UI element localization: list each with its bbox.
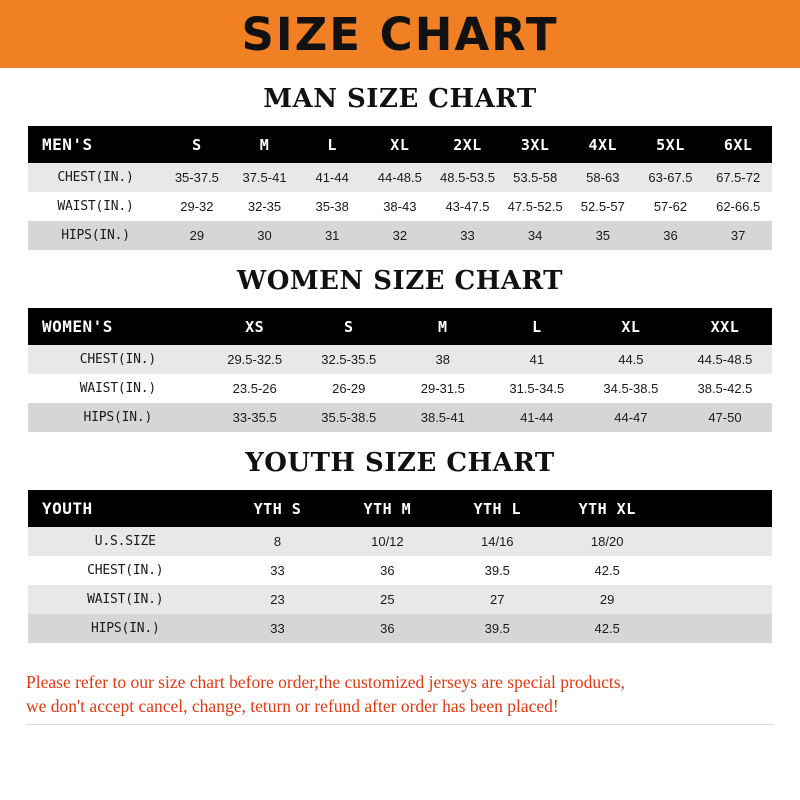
section-youth <box>28 448 772 643</box>
men-size-table <box>28 126 772 250</box>
youth-header-label: YOUTH <box>42 499 93 518</box>
women-chest-xxl: 44.5-48.5 <box>697 352 753 367</box>
youth-chest-xl: 42.5 <box>594 563 620 578</box>
men-chest-s: 35-37.5 <box>174 170 219 185</box>
footer-note-line-2: we don't accept cancel, change, teturn or refund after order has been placed! <box>26 695 559 716</box>
section-title-men: MAN SIZE CHART <box>263 84 537 114</box>
table-header-row <box>28 308 772 345</box>
men-waist-m: 32-35 <box>247 199 282 214</box>
youth-waist-s: 23 <box>270 592 285 607</box>
men-col-s: S <box>192 135 202 154</box>
men-chest-l: 41-44 <box>315 170 349 185</box>
youth-size-table <box>28 490 772 643</box>
women-size-table <box>28 308 772 432</box>
women-col-m: M <box>438 317 448 336</box>
table-row <box>28 614 772 643</box>
men-hips-s: 29 <box>189 228 205 243</box>
section-women <box>28 266 772 432</box>
footer-note <box>0 661 800 718</box>
youth-waist-xl: 29 <box>599 592 615 607</box>
women-chest-s: 32.5-35.5 <box>321 352 377 367</box>
table-row <box>28 345 772 374</box>
youth-ussize-m: 10/12 <box>371 534 404 549</box>
men-row-hips-label: HIPS(IN.) <box>61 228 130 243</box>
bottom-divider <box>26 724 774 725</box>
women-hips-s: 35.5-38.5 <box>321 410 377 425</box>
women-row-hips-label: HIPS(IN.) <box>83 410 153 425</box>
youth-hips-xl: 42.5 <box>594 621 620 636</box>
women-hips-xxl: 47-50 <box>708 410 742 425</box>
section-title-women: WOMEN SIZE CHART <box>237 266 563 296</box>
men-hips-2xl: 33 <box>460 228 475 243</box>
women-header-label: WOMEN'S <box>42 317 113 336</box>
women-col-l: L <box>532 317 542 336</box>
women-waist-s: 26-29 <box>332 381 366 396</box>
men-chest-m: 37.5-41 <box>242 170 287 185</box>
men-hips-5xl: 36 <box>663 228 678 243</box>
women-row-chest-label: CHEST(IN.) <box>79 352 156 367</box>
youth-col-empty <box>662 490 772 527</box>
youth-hips-m: 36 <box>380 621 395 636</box>
men-header-label: MEN'S <box>42 135 93 154</box>
table-header-row <box>28 490 772 527</box>
youth-row-ussize-label: U.S.SIZE <box>94 534 156 549</box>
footer-note-line-1: Please refer to our size chart before order,the customized jerseys are special products, <box>26 672 625 692</box>
youth-hips-empty <box>662 614 772 643</box>
table-row <box>28 192 772 221</box>
section-men <box>28 84 772 250</box>
men-hips-m: 30 <box>257 228 272 243</box>
men-waist-xl: 38-43 <box>383 199 417 214</box>
men-hips-6xl: 37 <box>730 228 746 243</box>
women-chest-xs: 29.5-32.5 <box>227 352 283 367</box>
youth-waist-empty <box>662 585 772 614</box>
page-title: SIZE CHART <box>241 7 559 61</box>
men-chest-4xl: 58-63 <box>586 170 620 185</box>
youth-col-m: YTH M <box>363 499 412 518</box>
women-waist-m: 29-31.5 <box>420 381 465 396</box>
youth-chest-m: 36 <box>380 563 395 578</box>
men-col-l: L <box>327 135 337 154</box>
women-hips-xs: 33-35.5 <box>232 410 277 425</box>
table-row <box>28 527 772 556</box>
chart-content <box>0 84 800 643</box>
men-col-2xl: 2XL <box>453 135 482 154</box>
men-waist-3xl: 47.5-52.5 <box>507 199 563 214</box>
table-row <box>28 403 772 432</box>
women-col-xs: XS <box>245 317 265 336</box>
men-hips-3xl: 34 <box>527 228 543 243</box>
youth-chest-s: 33 <box>270 563 285 578</box>
table-row <box>28 221 772 250</box>
men-hips-xl: 32 <box>392 228 408 243</box>
men-waist-6xl: 62-66.5 <box>716 199 761 214</box>
women-col-s: S <box>343 317 354 336</box>
youth-ussize-empty <box>662 527 772 556</box>
men-waist-l: 35-38 <box>315 199 349 214</box>
youth-row-hips-label: HIPS(IN.) <box>90 621 160 636</box>
men-col-3xl: 3XL <box>520 135 550 154</box>
youth-hips-l: 39.5 <box>484 621 510 636</box>
youth-ussize-l: 14/16 <box>481 534 514 549</box>
youth-ussize-xl: 18/20 <box>590 534 624 549</box>
women-chest-l: 41 <box>529 352 545 367</box>
header-band <box>0 0 800 68</box>
men-chest-6xl: 67.5-72 <box>716 170 761 185</box>
youth-row-waist-label: WAIST(IN.) <box>87 592 164 607</box>
men-waist-s: 29-32 <box>180 199 214 214</box>
women-row-waist-label: WAIST(IN.) <box>79 381 156 396</box>
women-hips-xl: 44-47 <box>614 410 648 425</box>
men-row-waist-label: WAIST(IN.) <box>57 199 134 214</box>
table-row <box>28 374 772 403</box>
men-waist-5xl: 57-62 <box>653 199 688 214</box>
youth-chest-empty <box>662 556 772 585</box>
youth-col-l: YTH L <box>473 499 522 518</box>
table-row <box>28 585 772 614</box>
table-row <box>28 163 772 192</box>
youth-waist-l: 27 <box>490 592 505 607</box>
men-col-5xl: 5XL <box>656 135 685 154</box>
men-col-4xl: 4XL <box>588 135 618 154</box>
women-col-xl: XL <box>621 317 641 336</box>
men-hips-4xl: 35 <box>595 228 611 243</box>
women-hips-m: 38.5-41 <box>420 410 465 425</box>
women-waist-xl: 34.5-38.5 <box>603 381 659 396</box>
women-waist-xs: 23.5-26 <box>232 381 277 396</box>
table-header-row <box>28 126 772 163</box>
women-chest-m: 38 <box>435 352 451 367</box>
youth-waist-m: 25 <box>380 592 395 607</box>
men-waist-2xl: 43-47.5 <box>445 199 490 214</box>
men-waist-4xl: 52.5-57 <box>580 199 625 214</box>
women-waist-xxl: 38.5-42.5 <box>697 381 753 396</box>
men-col-xl: XL <box>390 135 410 154</box>
table-row <box>28 556 772 585</box>
men-col-m: M <box>259 135 270 154</box>
youth-chest-l: 39.5 <box>484 563 510 578</box>
men-chest-5xl: 63-67.5 <box>648 170 693 185</box>
youth-col-xl: YTH XL <box>578 499 636 518</box>
men-row-chest-label: CHEST(IN.) <box>57 170 134 185</box>
youth-ussize-s: 8 <box>273 534 282 549</box>
women-hips-l: 41-44 <box>520 410 554 425</box>
men-col-6xl: 6XL <box>723 135 753 154</box>
youth-hips-s: 33 <box>270 621 285 636</box>
men-chest-3xl: 53.5-58 <box>513 170 558 185</box>
youth-row-chest-label: CHEST(IN.) <box>87 563 164 578</box>
men-chest-2xl: 48.5-53.5 <box>440 170 495 185</box>
women-col-xxl: XXL <box>710 317 740 336</box>
women-chest-xl: 44.5 <box>618 352 644 367</box>
youth-col-s: YTH S <box>253 499 302 518</box>
men-hips-l: 31 <box>324 228 340 243</box>
women-waist-l: 31.5-34.5 <box>509 381 565 396</box>
men-chest-xl: 44-48.5 <box>377 170 422 185</box>
section-title-youth: YOUTH SIZE CHART <box>245 448 555 478</box>
